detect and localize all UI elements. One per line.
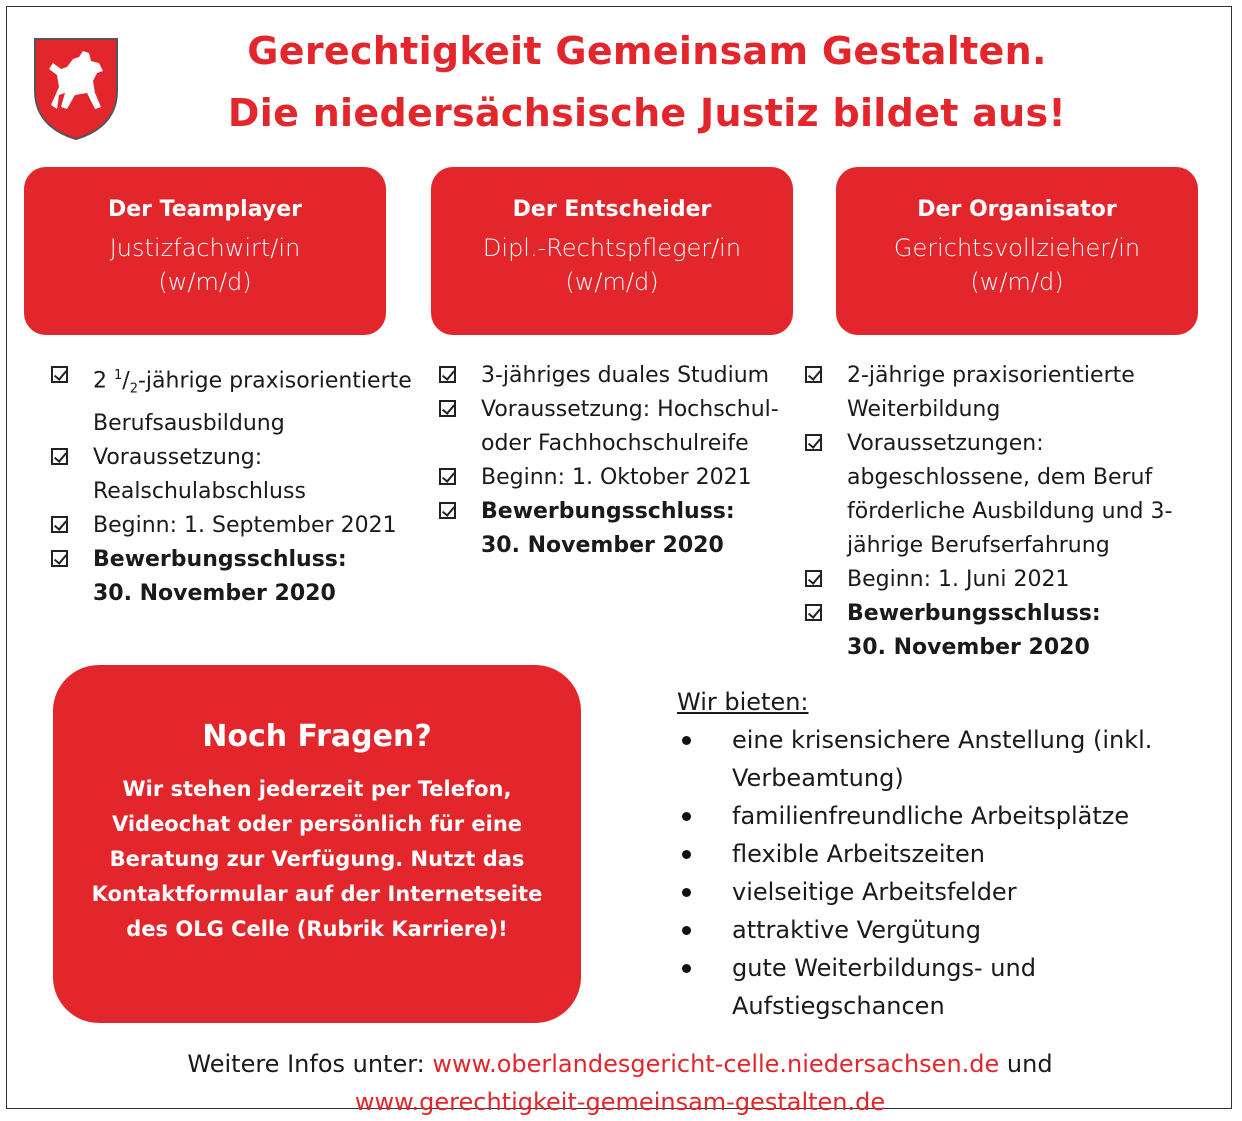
footer-conj: und — [999, 1050, 1053, 1078]
checkbox-icon — [439, 468, 456, 485]
list-item: Beginn: 1. September 2021 — [51, 509, 426, 543]
role-title: Der Teamplayer — [107, 197, 303, 222]
checkbox-icon — [805, 604, 822, 621]
list-item: 2 $^1/_2$-jährige praxisorientierte Berufsausbildung — [51, 359, 426, 441]
offer-item: familienfreundliche Arbeitsplätze — [677, 797, 1217, 835]
bullet-icon — [682, 736, 691, 745]
list-item-deadline: Bewerbungsschluss: 30. November 2020 — [439, 495, 809, 563]
lower-saxony-crest-icon — [29, 33, 123, 143]
footer — [7, 1045, 1233, 1121]
role-gender-note: (w/m/d) — [158, 268, 252, 296]
bullet-icon — [682, 926, 691, 935]
questions-text: Wir stehen jederzeit per Telefon, Videochat oder persönlich für eine Beratung zur Verfügung. Nutzt das Kontaktformular auf der Internetseite des OLG Celle (Rubrik Karriere)! — [91, 777, 543, 941]
offer-item: attraktive Vergütung — [677, 911, 1217, 949]
checkbox-icon — [51, 448, 68, 465]
job-ad — [6, 6, 1232, 1116]
role-details-teamplayer — [51, 359, 426, 611]
checkbox-icon — [805, 570, 822, 587]
checkbox-icon — [51, 550, 68, 567]
role-job: Gerichtsvollzieher/in — [893, 234, 1141, 262]
checkbox-icon — [439, 400, 456, 417]
role-job: Dipl.-Rechtspfleger/in — [482, 234, 742, 262]
role-title: Der Entscheider — [512, 197, 712, 222]
role-box-organisator — [836, 167, 1198, 335]
list-item: Voraussetzung: Hochschul- oder Fachhochschulreife — [439, 393, 809, 461]
list-item-deadline: Bewerbungsschluss: 30. November 2020 — [51, 543, 426, 611]
checkbox-icon — [51, 516, 68, 533]
headline-line-1: Gerechtigkeit Gemeinsam Gestalten. — [247, 29, 1047, 73]
footer-prefix: Weitere Infos unter: — [187, 1050, 433, 1078]
questions-box — [53, 665, 581, 1023]
list-item: Beginn: 1. Juni 2021 — [805, 563, 1195, 597]
list-item: Voraussetzung: Realschulabschluss — [51, 441, 426, 509]
role-job: Justizfachwirt/in — [109, 234, 301, 262]
headline-line-2: Die niedersächsische Justiz bildet aus! — [227, 91, 1067, 135]
offer-item: flexible Arbeitszeiten — [677, 835, 1217, 873]
checkbox-icon — [439, 502, 456, 519]
role-details-organisator — [805, 359, 1195, 665]
checkbox-icon — [51, 366, 68, 383]
list-item: 2-jährige praxisorientierte Weiterbildung — [805, 359, 1195, 427]
role-gender-note: (w/m/d) — [565, 268, 659, 296]
link-olg-celle[interactable]: www.oberlandesgericht-celle.niedersachsen.de — [432, 1050, 1000, 1078]
role-gender-note: (w/m/d) — [970, 268, 1064, 296]
offer-section — [677, 683, 1217, 1025]
list-item: 3-jähriges duales Studium — [439, 359, 809, 393]
questions-title: Noch Fragen? — [202, 719, 432, 754]
bullet-icon — [682, 850, 691, 859]
role-box-entscheider — [431, 167, 793, 335]
list-item-deadline: Bewerbungsschluss: 30. November 2020 — [805, 597, 1195, 665]
role-title: Der Organisator — [917, 197, 1117, 222]
link-gerechtigkeit[interactable]: www.gerechtigkeit-gemeinsam-gestalten.de — [354, 1088, 886, 1116]
list-item: Voraussetzungen: abgeschlossene, dem Beruf förderliche Ausbildung und 3-jährige Berufserfahrung — [805, 427, 1195, 563]
bullet-icon — [682, 812, 691, 821]
list-item: Beginn: 1. Oktober 2021 — [439, 461, 809, 495]
role-box-teamplayer — [24, 167, 386, 335]
checkbox-icon — [439, 366, 456, 383]
bullet-icon — [682, 964, 691, 973]
role-details-entscheider — [439, 359, 809, 563]
checkbox-icon — [805, 366, 822, 383]
offer-item: gute Weiterbildungs- und Aufstiegschancen — [677, 949, 1217, 1025]
offer-item: eine krisensichere Anstellung (inkl. Verbeamtung) — [677, 721, 1217, 797]
offer-item: vielseitige Arbeitsfelder — [677, 873, 1217, 911]
checkbox-icon — [805, 434, 822, 451]
offer-title: Wir bieten: — [677, 688, 809, 716]
bullet-icon — [682, 888, 691, 897]
